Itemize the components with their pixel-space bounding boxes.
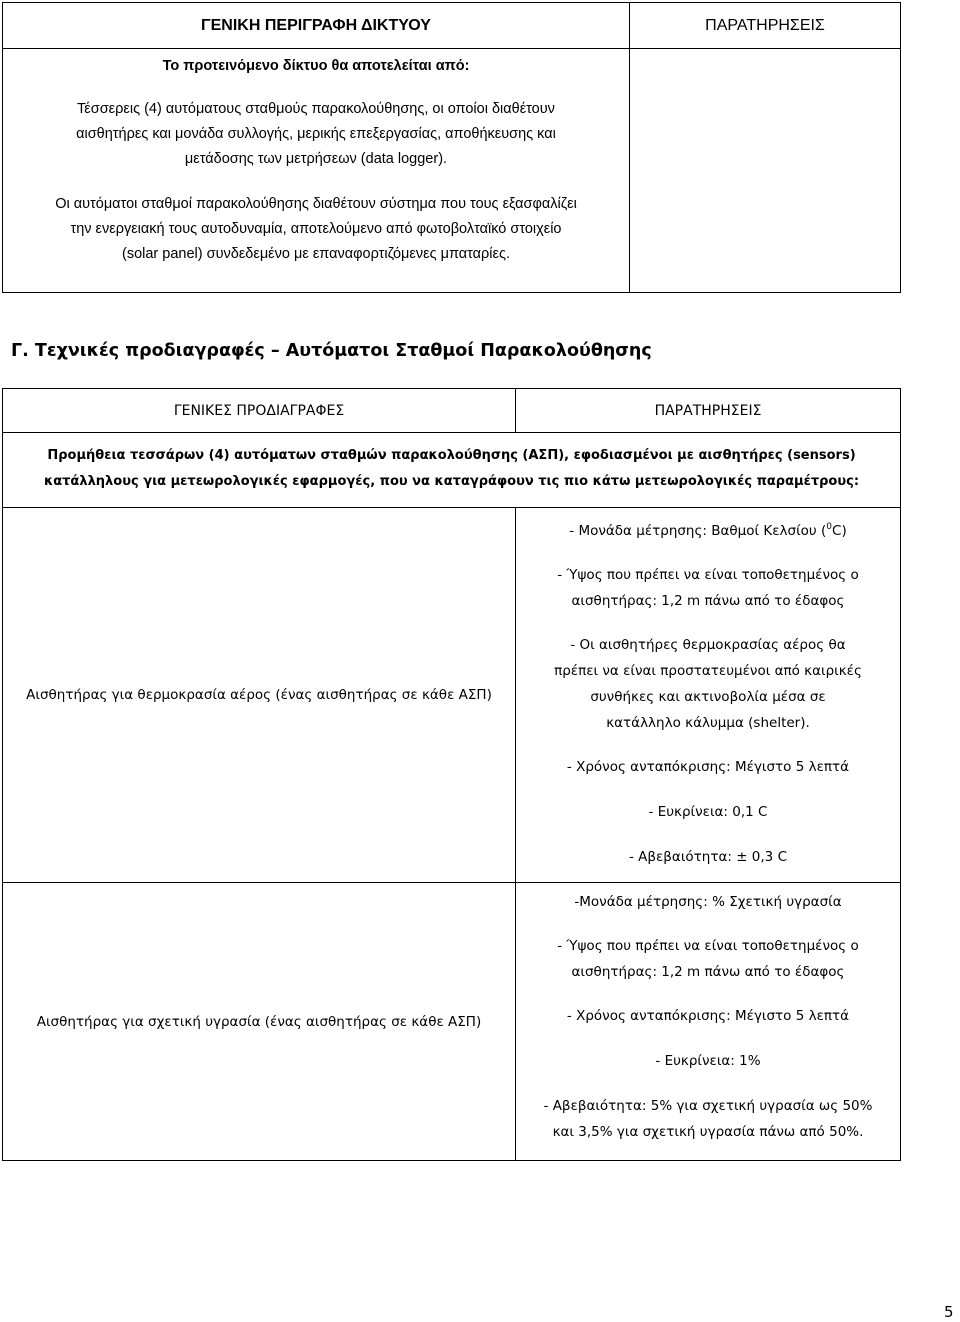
remarks-header: ΠΑΡΑΤΗΡΗΣΕΙΣ xyxy=(630,3,901,49)
humidity-resolution: - Ευκρίνεια: 1% xyxy=(655,1053,761,1069)
temperature-sensor-specs xyxy=(516,508,901,883)
network-description-header: ΓΕΝΙΚΗ ΠΕΡΙΓΡΑΦΗ ΔΙΚΤΥΟΥ xyxy=(3,3,630,49)
humidity-uncertainty: - Αβεβαιότητα: 5% για σχετική υγρασία ως 50% και 3,5% για σχετική υγρασία πάνω από 50%. xyxy=(543,1098,873,1140)
temperature-uncertainty: - Αβεβαιότητα: ± 0,3 C xyxy=(629,849,787,865)
network-paragraph-power: Οι αυτόματοι σταθμοί παρακολούθησης διαθέτουν σύστημα που τους εξασφαλίζει την ενεργειακή τους αυτοδυναμία, αποτελούμενο από φωτοβολταϊκό στοιχείο (solar panel) συνδεδεμένο με επαναφορτιζόμενες μπαταρίες. xyxy=(55,196,577,262)
temperature-height: - Ύψος που πρέπει να είναι τοποθετημένος ο αισθητήρας: 1,2 m πάνω από το έδαφος xyxy=(557,567,859,609)
network-paragraph-stations: Τέσσερεις (4) αυτόματους σταθμούς παρακολούθησης, οι οποίοι διαθέτουν αισθητήρες και μονάδα συλλογής, μερικής επεξεργασίας, αποθήκευσης και μετάδοσης των μετρήσεων (data logger). xyxy=(76,101,556,167)
network-description-table xyxy=(2,2,901,293)
procurement-intro: Προμήθεια τεσσάρων (4) αυτόματων σταθμών παρακολούθησης (ΑΣΠ), εφοδιασμένοι με αισθητήρες (sensors) κατάλληλους για μετεωρολογικές εφαρμογές, που να καταγράφουν τις πιο κάτω μετεωρολογικές παραμέτρους: xyxy=(3,433,901,508)
specifications-table xyxy=(2,388,901,1161)
humidity-sensor-label: Αισθητήρας για σχετική υγρασία (ένας αισθητήρας σε κάθε ΑΣΠ) xyxy=(3,883,516,1161)
humidity-response: - Χρόνος ανταπόκρισης: Μέγιστο 5 λεπτά xyxy=(566,1008,850,1024)
network-description-cell xyxy=(3,49,630,293)
humidity-height: - Ύψος που πρέπει να είναι τοποθετημένος ο αισθητήρας: 1,2 m πάνω από το έδαφος xyxy=(557,938,859,980)
temperature-unit: - Μονάδα μέτρησης: Βαθμοί Κελσίου ($^0$C) xyxy=(569,522,847,539)
general-specs-header: ΓΕΝΙΚΕΣ ΠΡΟΔΙΑΓΡΑΦΕΣ xyxy=(3,389,516,433)
section-heading: Γ. Τεχνικές προδιαγραφές – Αυτόματοι Σταθμοί Παρακολούθησης xyxy=(11,341,652,361)
remarks-cell xyxy=(630,49,901,293)
network-intro: Το προτεινόμενο δίκτυο θα αποτελείται από: xyxy=(162,58,470,74)
remarks-header-2: ΠΑΡΑΤΗΡΗΣΕΙΣ xyxy=(516,389,901,433)
temperature-response: - Χρόνος ανταπόκρισης: Μέγιστο 5 λεπτά xyxy=(566,759,850,775)
temperature-shelter: - Οι αισθητήρες θερμοκρασίας αέρος θα πρέπει να είναι προστατευμένοι από καιρικές συνθήκες και ακτινοβολία μέσα σε κατάλληλο κάλυμμα (shelter). xyxy=(554,637,862,731)
temperature-resolution: - Ευκρίνεια: 0,1 C xyxy=(648,804,768,820)
humidity-unit: -Μονάδα μέτρησης: % Σχετική υγρασία xyxy=(574,894,842,910)
page-number: 5 xyxy=(944,1303,954,1321)
humidity-sensor-specs xyxy=(516,883,901,1161)
temperature-sensor-label: Αισθητήρας για θερμοκρασία αέρος (ένας αισθητήρας σε κάθε ΑΣΠ) xyxy=(3,508,516,883)
